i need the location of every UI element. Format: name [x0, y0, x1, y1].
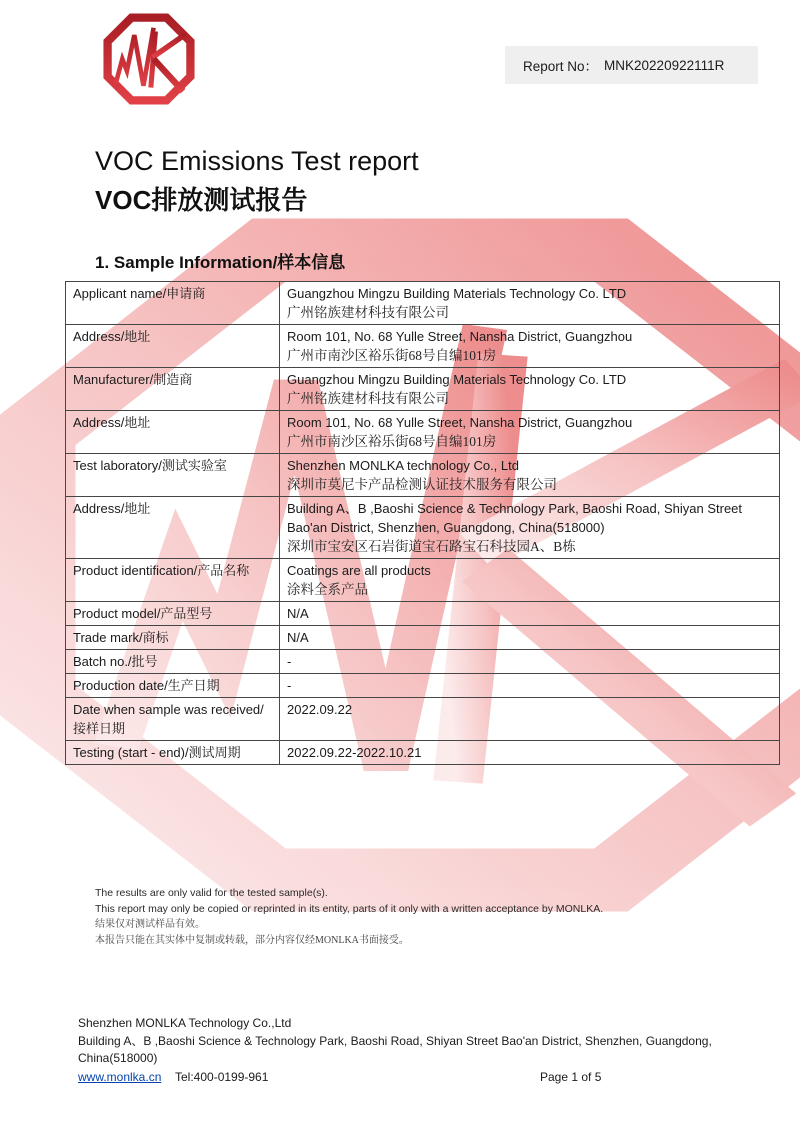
row-value-en: -: [287, 654, 292, 669]
row-value-en: Room 101, No. 68 Yulle Street, Nansha District, Guangzhou: [287, 329, 633, 344]
note-line-1: The results are only valid for the tested sample(s).: [95, 887, 328, 899]
table-row-applicant-address: [66, 325, 780, 368]
row-value-en: Coatings are all products: [287, 563, 431, 578]
row-value: [280, 741, 780, 765]
row-value-en: Shenzhen MONLKA technology Co., Ltd: [287, 458, 519, 473]
footer-telephone: Tel:400-0199-961: [175, 1069, 269, 1084]
row-value-en: Guangzhou Mingzu Building Materials Technology Co. LTD: [287, 372, 627, 387]
table-row-batch-no: [66, 650, 780, 674]
row-value-zh: 深圳市宝安区石岩街道宝石路宝石科技园A、B栋: [287, 539, 576, 554]
footer-address-line1: Building A、B ,Baoshi Science & Technology Park, Baoshi Road, Shiyan Street Bao'an District, Shenzhen, Guangdong,: [78, 1033, 712, 1048]
report-number-label: Report No：: [523, 59, 599, 74]
row-value-en: Room 101, No. 68 Yulle Street, Nansha District, Guangzhou: [287, 415, 633, 430]
row-label: Batch no./批号: [66, 650, 280, 674]
table-row-manufacturer: [66, 368, 780, 411]
mnk-logo-icon: [103, 13, 195, 105]
row-label: Test laboratory/测试实验室: [66, 454, 280, 497]
row-value: [280, 497, 780, 559]
row-value: [280, 559, 780, 602]
row-value-en: 2022.09.22-2022.10.21: [287, 745, 422, 760]
row-value: [280, 626, 780, 650]
footer-contact-row: [78, 1069, 768, 1087]
row-value: [280, 368, 780, 411]
row-value-zh: 涂料全系产品: [287, 582, 368, 597]
row-label: Production date/生产日期: [66, 674, 280, 698]
table-row-product-identification: [66, 559, 780, 602]
row-value-en: N/A: [287, 630, 309, 645]
table-row-manufacturer-address: [66, 411, 780, 454]
row-value: [280, 282, 780, 325]
row-label: Address/地址: [66, 411, 280, 454]
report-number-box: [505, 46, 758, 84]
row-value-zh: 广州铭族建材科技有限公司: [287, 305, 449, 320]
table-row-trade-mark: [66, 626, 780, 650]
website-link[interactable]: www.monlka.cn: [78, 1069, 162, 1084]
row-label: Applicant name/申请商: [66, 282, 280, 325]
page-number: Page 1 of 5: [540, 1069, 602, 1084]
note-line-4: 本报告只能在其实体中复制或转载，部分内容仅经MONLKA书面接受。: [95, 934, 409, 946]
row-value-zh: 广州铭族建材科技有限公司: [287, 391, 449, 406]
row-label: Testing (start - end)/测试周期: [66, 741, 280, 765]
row-label: Manufacturer/制造商: [66, 368, 280, 411]
row-label: Product model/产品型号: [66, 602, 280, 626]
table-row-test-laboratory: [66, 454, 780, 497]
page-footer: [78, 1015, 768, 1087]
row-value-en: N/A: [287, 606, 309, 621]
row-label: Date when sample was received/接样日期: [66, 698, 280, 741]
footer-address-line2: China(518000): [78, 1051, 158, 1065]
report-title-zh: VOC排放测试报告: [95, 185, 308, 215]
row-value: [280, 325, 780, 368]
row-value: [280, 698, 780, 741]
row-value-zh: 深圳市莫尼卡产品检测认证技术服务有限公司: [287, 477, 557, 492]
sample-info-table: [65, 281, 780, 765]
row-value: [280, 411, 780, 454]
table-row-date-received: [66, 698, 780, 741]
disclaimer-notes: [95, 886, 735, 948]
table-row-production-date: [66, 674, 780, 698]
row-value: [280, 602, 780, 626]
row-label: Address/地址: [66, 497, 280, 559]
row-value-en: Guangzhou Mingzu Building Materials Technology Co. LTD: [287, 286, 627, 301]
row-value: [280, 674, 780, 698]
row-value-zh: 广州市南沙区裕乐街68号自编101房: [287, 434, 497, 449]
table-row-laboratory-address: [66, 497, 780, 559]
footer-company-name: Shenzhen MONLKA Technology Co.,Ltd: [78, 1016, 292, 1030]
row-value-zh: 广州市南沙区裕乐街68号自编101房: [287, 348, 497, 363]
report-title-en: VOC Emissions Test report: [95, 146, 419, 176]
row-label: Address/地址: [66, 325, 280, 368]
row-label: Trade mark/商标: [66, 626, 280, 650]
section-heading-sample-information: 1. Sample Information/样本信息: [95, 253, 346, 272]
table-row-applicant: [66, 282, 780, 325]
row-label: Product identification/产品名称: [66, 559, 280, 602]
note-line-2: This report may only be copied or reprinted in its entity, parts of it only with a written acceptance by MONLKA.: [95, 902, 604, 915]
table-row-product-model: [66, 602, 780, 626]
row-value: [280, 454, 780, 497]
report-number-value: MNK20220922111R: [604, 57, 725, 73]
row-value: [280, 650, 780, 674]
note-line-3: 结果仅对测试样品有效。: [95, 919, 205, 930]
row-value-en: Building A、B ,Baoshi Science & Technology Park, Baoshi Road, Shiyan Street Bao'an District, Shenzhen, Guangdong, China(518000): [287, 501, 743, 535]
row-value-en: -: [287, 678, 292, 693]
table-row-testing-period: [66, 741, 780, 765]
row-value-en: 2022.09.22: [287, 702, 353, 717]
